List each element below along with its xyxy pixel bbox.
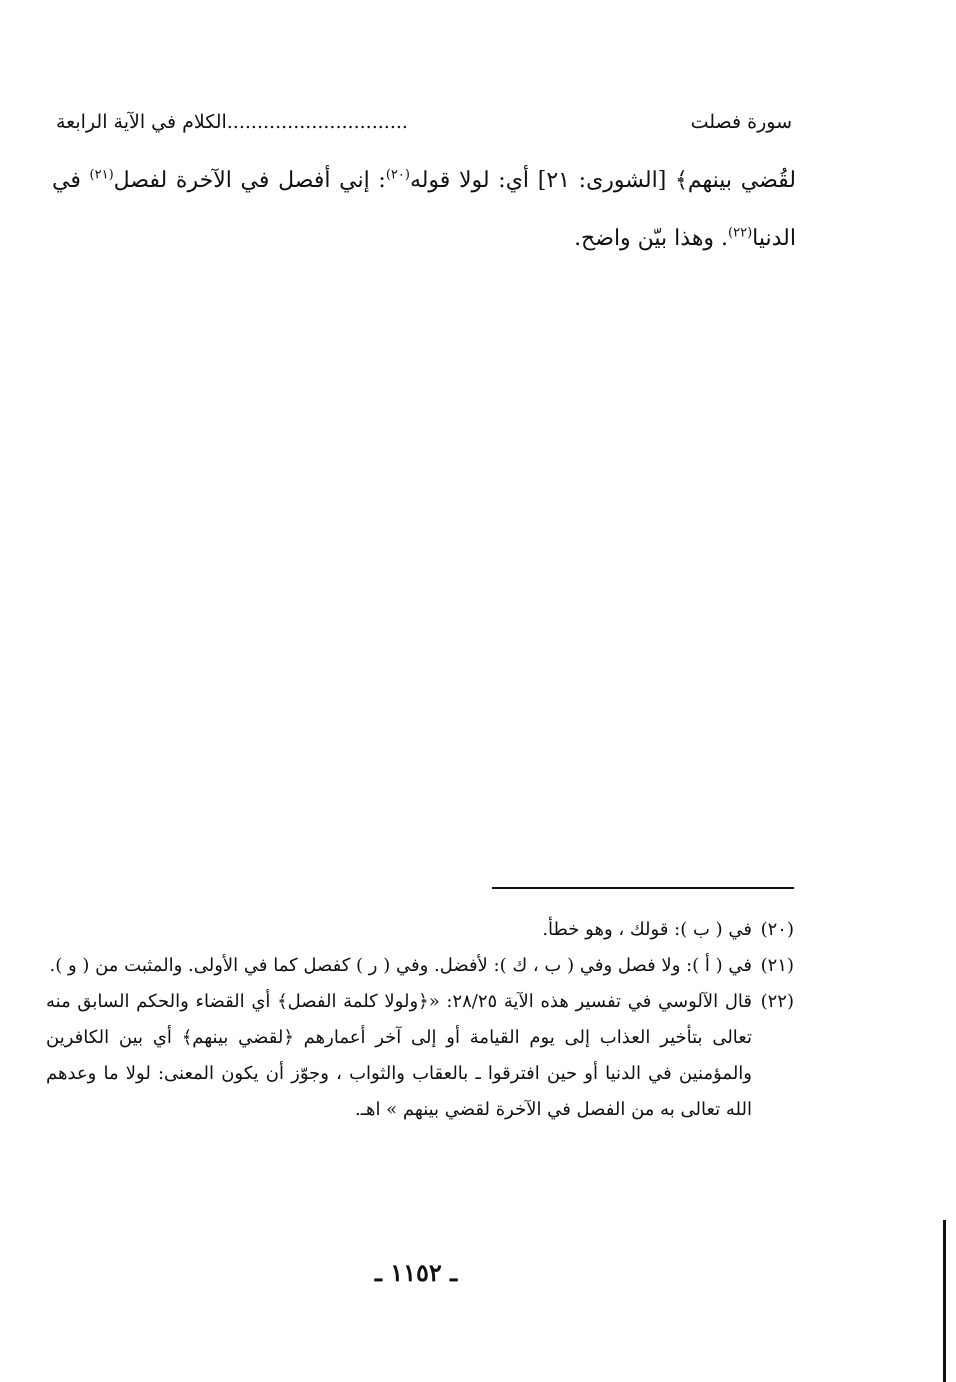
footnotes bbox=[46, 912, 794, 1128]
footnote-ref-20: (٢٠) bbox=[385, 167, 410, 183]
footnote-text: في ( ب ): قولك ، وهو خطأ. bbox=[542, 919, 752, 940]
footnote-text: قال الآلوسي في تفسير هذه الآية ٢٨/٢٥: «﴿ولولا كلمة الفصل﴾ أي القضاء والحكم السابق منه تعالى بتأخير العذاب إلى يوم القيامة أو إلى آخر أعمارهم ﴿لقضي بينهم﴾ أي بين الكافرين والمؤمنين في الدنيا أو حين افترقوا ـ بالعقاب والثواب ، وجوّز أن يكون المعنى: لولا ما وعدهم الله تعالى به من الفصل في الآخرة لقضي بينهم » اهـ. bbox=[46, 991, 752, 1120]
main-text-part-2: : إني أفصل في الآخرة لفصل bbox=[113, 168, 386, 193]
footnote-number: (٢٠) bbox=[760, 919, 794, 940]
scan-edge-line bbox=[943, 1220, 946, 1382]
main-text-part-4: . وهذا بيّن واضح. bbox=[574, 226, 729, 251]
page-number: ـ ١١٥٢ ـ bbox=[374, 1258, 458, 1287]
footnote-number: (٢١) bbox=[760, 955, 794, 976]
main-text-part-3: في الدنيا bbox=[52, 168, 796, 251]
main-text bbox=[52, 152, 796, 268]
header-section-title: ..............................الكلام في الآية الرابعة bbox=[56, 111, 408, 133]
footnote-20 bbox=[46, 912, 794, 948]
header-surah-name: سورة فصلت bbox=[690, 111, 792, 133]
footnote-number: (٢٢) bbox=[760, 991, 794, 1012]
footnote-22 bbox=[46, 984, 794, 1128]
footnote-text: في ( أ ): ولا فصل وفي ( ب ، ك ): لأفضل. وفي ( ر ) كفصل كما في الأولى. والمثبت من ( و ). bbox=[49, 955, 752, 976]
footnote-21 bbox=[46, 948, 794, 984]
footnote-separator bbox=[492, 887, 794, 889]
footnote-ref-21: (٢١) bbox=[89, 167, 114, 183]
main-paragraph bbox=[52, 152, 796, 268]
footnote-ref-22: (٢٢) bbox=[728, 225, 753, 241]
running-header bbox=[56, 104, 792, 140]
main-text-part-1: لقُضي بينهم﴾ [الشورى: ٢١] أي: لولا قوله bbox=[409, 168, 796, 193]
